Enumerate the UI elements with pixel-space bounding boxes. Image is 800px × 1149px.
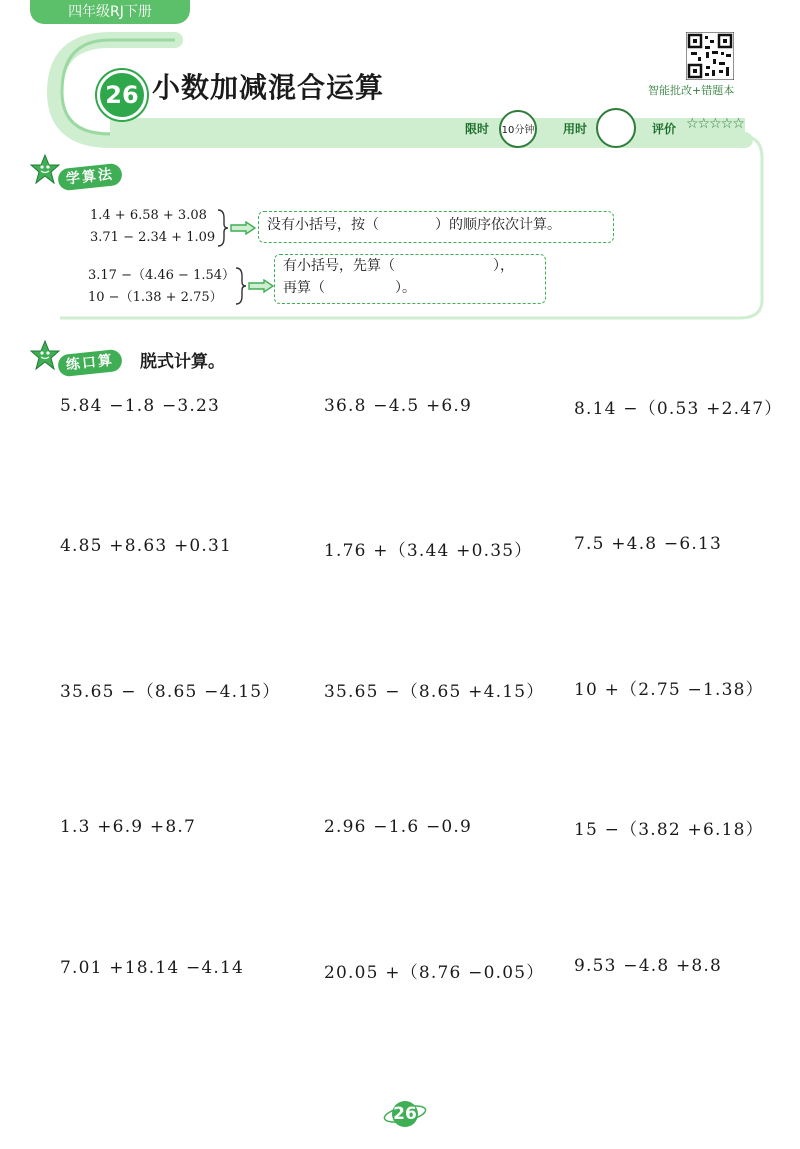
time-used-label: 用时 [563, 122, 588, 136]
problem: 36.8 −4.5 +6.9 [324, 396, 473, 416]
problem: 4.85 +8.63 +0.31 [60, 536, 233, 556]
method-section-heading: 学算法 [57, 163, 123, 192]
problem: 9.53 −4.8 +8.8 [574, 956, 723, 976]
time-limit-value: 10分钟 [499, 110, 537, 148]
brace-icon [234, 266, 248, 306]
lesson-number-badge: 26 [97, 70, 147, 120]
lesson-title: 小数加减混合运算 [152, 71, 385, 104]
problem: 10 +（2.75 −1.38） [574, 680, 764, 700]
grade-tab: 四年级RJ下册 [30, 0, 190, 24]
brace-icon [216, 208, 230, 248]
method-rule-text: 有小括号，先算（ ）， [283, 258, 514, 274]
rating-stars[interactable]: ☆☆☆☆☆ [686, 116, 744, 132]
practice-instruction: 脱式计算。 [140, 352, 225, 372]
problem: 15 −（3.82 +6.18） [574, 820, 764, 840]
method-equation: 1.4 + 6.58 + 3.08 [90, 208, 207, 223]
problem: 1.3 +6.9 +8.7 [60, 817, 197, 837]
rating-label: 评价 [652, 122, 677, 136]
page-number-badge [382, 1098, 428, 1130]
time-used-field[interactable] [596, 108, 636, 148]
method-equation: 3.17 −（4.46 − 1.54） [88, 268, 236, 283]
method-rule-box [274, 254, 546, 304]
arrow-right-icon [230, 221, 256, 235]
problem: 20.05 +（8.76 −0.05） [324, 963, 545, 983]
qr-caption: 智能批改+错题本 [648, 84, 735, 97]
star-mascot-icon [30, 340, 60, 374]
practice-section-heading: 练口算 [57, 349, 123, 378]
problem: 7.5 +4.8 −6.13 [574, 534, 723, 554]
page-number: 26 [393, 1104, 417, 1124]
star-mascot-icon [30, 154, 60, 188]
arrow-right-icon [248, 279, 274, 293]
problem: 8.14 −（0.53 +2.47） [574, 399, 783, 419]
problem: 7.01 +18.14 −4.14 [60, 958, 245, 978]
problem: 35.65 −（8.65 +4.15） [324, 682, 545, 702]
problem: 1.76 +（3.44 +0.35） [324, 541, 533, 561]
problem: 5.84 −1.8 −3.23 [60, 396, 221, 416]
method-rule-text: 再算（ ）。 [283, 280, 416, 296]
problem: 2.96 −1.6 −0.9 [324, 817, 473, 837]
method-equation: 10 −（1.38 + 2.75） [88, 290, 223, 305]
problem: 35.65 −（8.65 −4.15） [60, 682, 281, 702]
method-equation: 3.71 − 2.34 + 1.09 [90, 230, 216, 245]
method-rule-text: 没有小括号，按（ ）的顺序依次计算。 [267, 217, 561, 233]
method-rule-box [258, 211, 614, 243]
time-limit-label: 限时 [465, 122, 490, 136]
qr-code-icon[interactable] [686, 32, 734, 80]
